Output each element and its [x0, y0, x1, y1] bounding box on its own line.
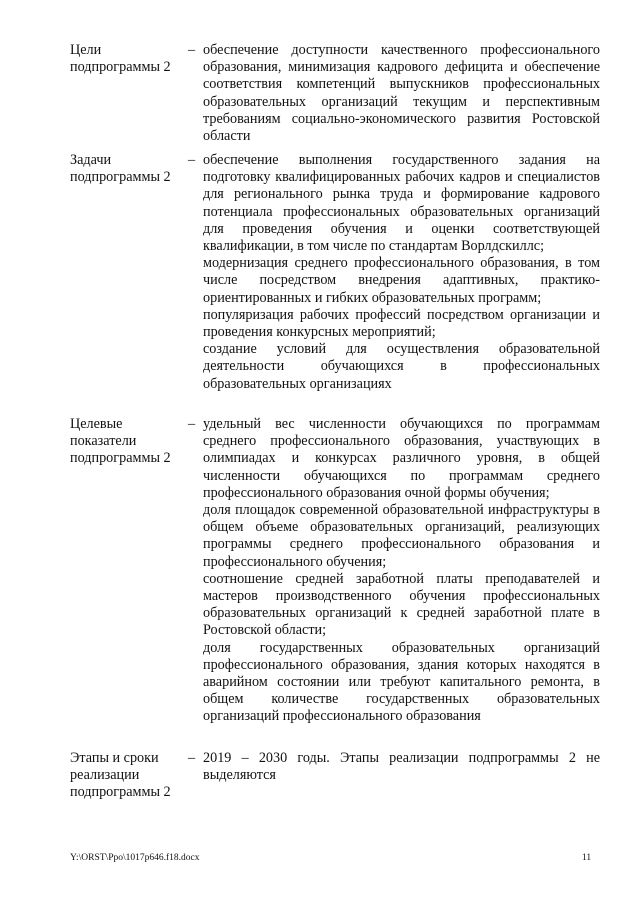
tasks-paragraph: создание условий для осуществления образовательной деятельности обучающихся в профессиональных образовательных организациях: [203, 341, 600, 392]
stages-paragraph: 2019 – 2030 годы. Этапы реализации подпрограммы 2 не выделяются: [203, 750, 600, 784]
tasks-paragraph: популяризация рабочих профессий посредством организации и проведения конкурсных мероприятий;: [203, 306, 600, 341]
stages-label: Этапы и сроки реализации подпрограммы 2: [70, 750, 171, 801]
tasks-paragraph: модернизация среднего профессионального образования, в том числе посредством внедрения адаптивных, практико-ориентированных и гибких образовательных программ;: [203, 255, 600, 306]
indicators-paragraph: соотношение средней заработной платы преподавателей и мастеров производственного обучения профессиональных образовательных организаций к средней заработной плате в Ростовской области;: [203, 570, 600, 639]
stages-dash: –: [188, 750, 196, 766]
tasks-dash: –: [188, 152, 196, 168]
tasks-paragraph: обеспечение выполнения государственного задания на подготовку квалифицированных рабочих кадров и специалистов для регионального рынка труда и формирование кадрового потенциала профессиональных образовательных организаций для проведения обучения и оценки соответствующей квалификации, в том числе по стандартам Ворлдскиллс;: [203, 152, 600, 255]
tasks-label: Задачи подпрограммы 2: [70, 152, 171, 186]
indicators-dash: –: [188, 416, 196, 432]
goals-content: [203, 42, 600, 145]
tasks-content: [203, 152, 600, 393]
goals-label: Цели подпрограммы 2: [70, 42, 171, 76]
indicators-content: [203, 416, 600, 726]
indicators-label: Целевые показатели подпрограммы 2: [70, 416, 171, 467]
goals-paragraph: обеспечение доступности качественного профессионального образования, минимизация кадрового дефицита и обеспечение соответствия компетенций выпускников профессиональных образовательных организаций текущим и перспективным требованиям социально-экономического развития Ростовской области: [203, 42, 600, 145]
file-path-footer: Y:\ORST\Ppo\1017p646.f18.docx: [70, 853, 200, 863]
stages-content: [203, 750, 600, 784]
indicators-paragraph: доля государственных образовательных организаций профессионального образования, здания которых находятся в аварийном состоянии или требуют капитального ремонта, в общем количестве государственных образовательных организаций профессионального образования: [203, 639, 600, 725]
indicators-paragraph: удельный вес численности обучающихся по программам среднего профессионального образования, участвующих в олимпиадах и конкурсах различного уровня, в общей численности обучающихся по программам среднего профессионального образования очной формы обучения;: [203, 416, 600, 501]
goals-dash: –: [188, 42, 196, 58]
indicators-paragraph: доля площадок современной образовательной инфраструктуры в общем объеме образовательных организаций, реализующих программы среднего профессионального образования и профессионального обучения;: [203, 502, 600, 570]
page-number: 11: [582, 853, 592, 863]
